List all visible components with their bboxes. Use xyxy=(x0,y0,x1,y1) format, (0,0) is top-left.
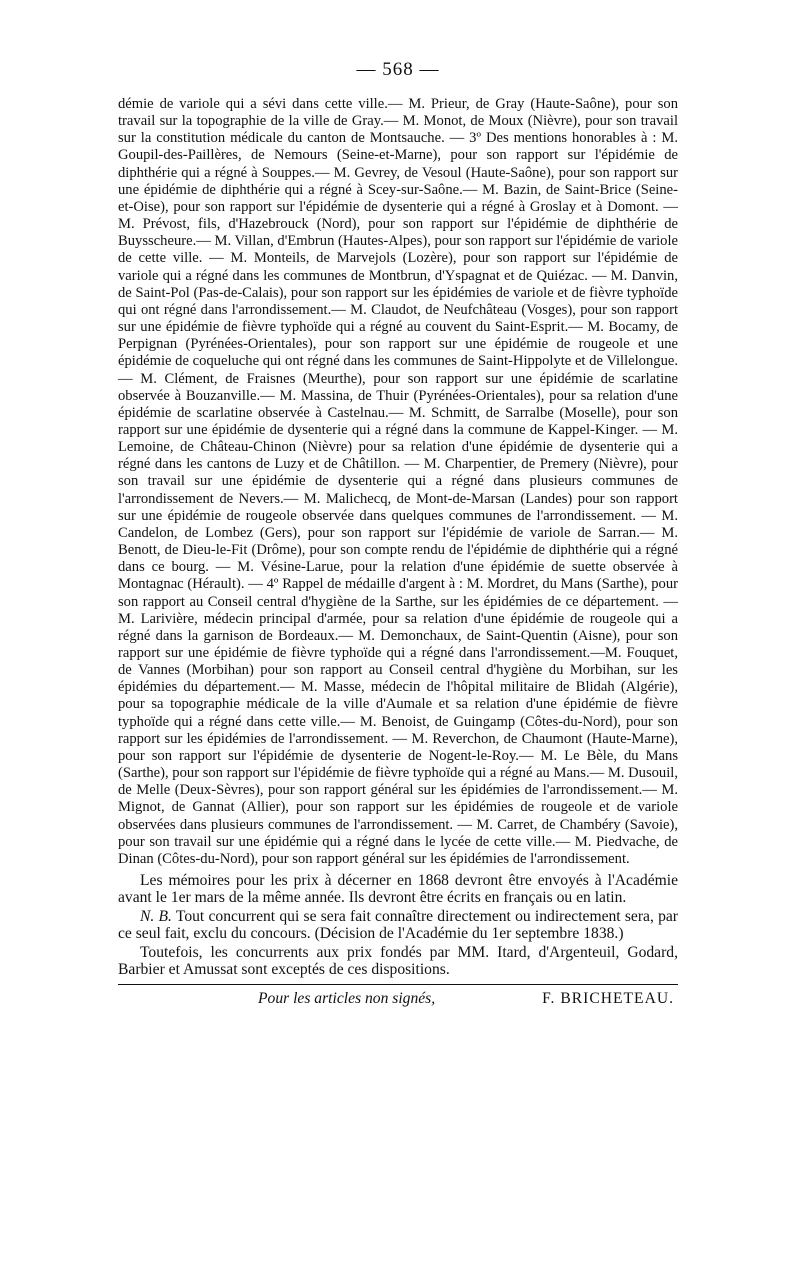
nota-bene-label: N. B. xyxy=(140,907,172,925)
page-number: — 568 — xyxy=(356,59,440,80)
paragraph-memoires: Les mémoires pour les prix à décerner en 1868 devront être envoyés à l'Académie avant le 1er mars de la même année. Ils devront être écrits en français ou en latin. xyxy=(118,872,678,907)
paragraph-nota-bene xyxy=(118,908,678,943)
nota-bene-text: Tout concurrent qui se sera fait connaître directement ou indirectement sera, par ce seul fait, exclu du concours. (Décision de l'Académie du 1er septembre 1838.) xyxy=(118,907,678,943)
signature-name: F. BRICHETEAU. xyxy=(542,990,674,1008)
signature-line xyxy=(118,989,678,1009)
paragraph-toutefois: Toutefois, les concurrents aux prix fondés par MM. Itard, d'Argenteuil, Godard, Barbier et Amussat sont exceptés de ces dispositions. xyxy=(118,943,678,979)
signature-note: Pour les articles non signés, xyxy=(258,990,436,1008)
document-page xyxy=(118,58,678,1009)
body-text-awards: démie de variole qui a sévi dans cette ville.— M. Prieur, de Gray (Haute-Saône), pour son travail sur la topographie de la ville de Gray.— M. Monot, de Moux (Nièvre), pour son travail sur la constitution médicale du canton de Montsauche. — 3º Des mentions honorables à : M. Goupil-des-Paillères, de Nemours (Seine-et-Marne), pour son rapport sur l'épidémie de diphthérie qui a régné à Souppes.— M. Gevrey, de Vesoul (Haute-Saône), pour son rapport sur une épidémie de diphthérie qui a régné à Scey-sur-Saône.— M. Bazin, de Saint-Brice (Seine-et-Oise), pour son rapport sur l'épidémie de dysenterie qui a régné à Groslay et à Domont. — M. Prévost, fils, d'Hazebrouck (Nord), pour son rapport sur l'épidémie de diphthérie de Buysscheure.— M. Villan, d'Embrun (Hautes-Alpes), pour son rapport sur l'épidémie de variole de cette ville. — M. Monteils, de Marvejols (Lozère), pour son rapport sur l'épidémie de variole qui a régné dans les communes de Montbrun, d'Yspagnat et de Quiézac. — M. Danvin, de Saint-Pol (Pas-de-Calais), pour son rapport sur les épidémies de variole et de fièvre typhoïde qui ont régné dans l'arrondissement.— M. Claudot, de Neufchâteau (Vosges), pour son rapport sur une épidémie de fièvre typhoïde qui a régné au couvent du Saint-Esprit.— M. Bocamy, de Perpignan (Pyrénées-Orientales), pour son rapport sur une épidémie de rougeole et une épidémie de coqueluche qui ont régné dans les communes de Saint-Hippolyte et de Villelongue.— M. Clément, de Fraisnes (Meurthe), pour son rapport sur une épidémie de scarlatine observée à Bouzanville.— M. Massina, de Thuir (Pyrénées-Orientales), pour sa relation d'une épidémie de scarlatine observée à Castelnau.— M. Schmitt, de Sarralbe (Moselle), pour son rapport sur une épidémie de dysenterie qui a régné dans la commune de Kappel-Kinger. — M. Lemoine, de Château-Chinon (Nièvre) pour sa relation d'une épidémie de dysenterie qui a régné dans les cantons de Luzy et de Châtillon. — M. Charpentier, de Premery (Nièvre), pour son travail sur une épidémie de dysenterie qui a régné dans plusieurs communes de l'arrondissement de Nevers.— M. Malichecq, de Mont-de-Marsan (Landes) pour son rapport sur une épidémie de rougeole observée dans quelques communes de l'arrondissement. — M. Candelon, de Lombez (Gers), pour son rapport sur l'épidémie de variole de Sarran.— M. Benott, de Dieu-le-Fit (Drôme), pour son compte rendu de l'épidémie de diphthérie qui a régné dans ce bourg. — M. Vésine-Larue, pour la relation d'une épidémie de suette observée à Montagnac (Hérault). — 4º Rappel de médaille d'argent à : M. Mordret, du Mans (Sarthe), pour son rapport au Conseil central d'hygiène de la Sarthe, sur les épidémies de ce département. — M. Larivière, médecin principal d'armée, pour sa relation d'une épidémie de rougeole qui a régné dans la garnison de Bordeaux.— M. Demonchaux, de Saint-Quentin (Aisne), pour son rapport sur une épidémie de fièvre typhoïde qui a régné dans l'arrondissement.—M. Fouquet, de Vannes (Morbihan) pour son rapport au Conseil central d'hygiène du Morbihan, sur les épidémies du département.— M. Masse, médecin de l'hôpital militaire de Blidah (Algérie), pour sa topographie médicale de la ville d'Aumale et sa relation d'une épidémie de fièvre typhoïde qui a régné dans cette ville.— M. Benoist, de Guingamp (Côtes-du-Nord), pour son rapport sur les épidémies de l'arrondissement. — M. Reverchon, de Chaumont (Haute-Marne), pour son rapport sur l'épidémie de dysenterie de Nogent-le-Roy.— M. Le Bèle, du Mans (Sarthe), pour son rapport sur l'épidémie de fièvre typhoïde qui a régné au Mans.— M. Dusouil, de Melle (Deux-Sèvres), pour son rapport général sur les épidémies de l'arrondissement.— M. Mignot, de Gannat (Allier), pour son rapport sur les épidémies de rougeole et de variole observées dans plusieurs communes de l'arrondissement. — M. Carret, de Chambéry (Savoie), pour son travail sur une épidémie qui a régné dans le lycée de cette ville.— M. Piedvache, de Dinan (Côtes-du-Nord), pour son rapport général sur les épidémies de l'arrondissement. xyxy=(118,96,678,867)
footer-rule xyxy=(118,984,678,985)
